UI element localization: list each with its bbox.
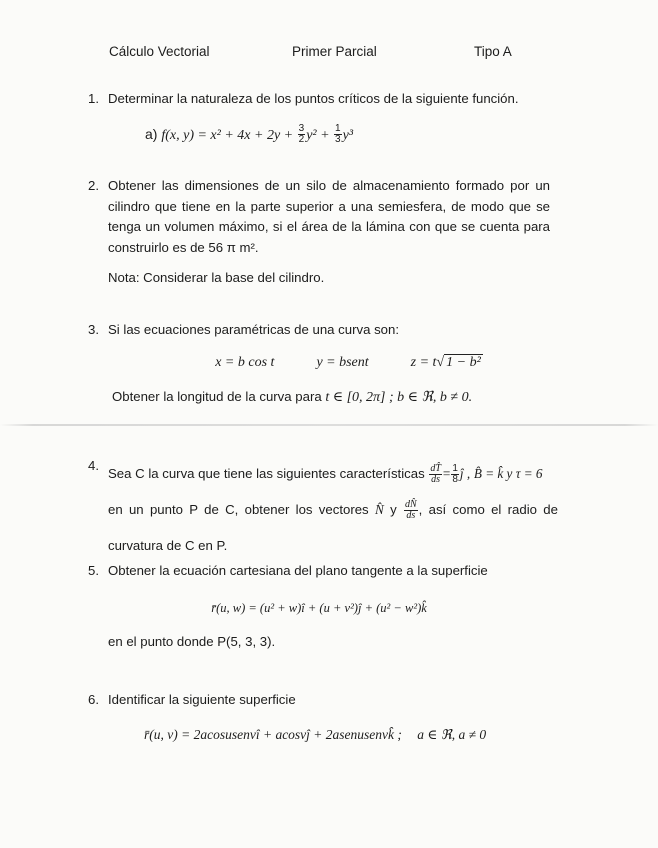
equation-y: y = bsent (316, 354, 369, 370)
question-text-a: Sea C la curva que tiene las siguientes características (108, 466, 425, 481)
fraction (429, 464, 442, 485)
vector-n: N̂ (374, 502, 384, 517)
question-text: Obtener la ecuación cartesiana del plano tangente a la superficie (108, 563, 488, 578)
condition: a ∈ ℜ, a ≠ 0 (417, 726, 487, 742)
question-text: Obtener las dimensiones de un silo de almacenamiento formado por un cilindro que tiene en la parte superior a una semiesfera, de modo que se tenga un volumen máximo, si el área de la lámina con que se cuenta para construirlo es de 56 π m². (108, 178, 550, 255)
fraction-den: 2 (298, 134, 305, 146)
question-1 (88, 89, 550, 146)
fraction-den: 3 (335, 134, 341, 146)
part-label: a) (145, 125, 158, 142)
header-course: Cálculo Vectorial (109, 44, 210, 59)
fraction-den: 8 (452, 474, 458, 486)
question-tail (112, 387, 550, 409)
question-tail-text: Obtener la longitud de la curva para (112, 389, 322, 404)
question-note: Nota: Considerar la base del cilindro. (108, 270, 325, 285)
formula-end: y³ (342, 127, 354, 143)
formula: r̄(u, v) = 2acosusenvî + acosvĵ + 2asenusenvk̂ ; (144, 726, 402, 742)
equation-x: x = b cos t (215, 354, 275, 370)
vector-j: ĵ , (459, 466, 471, 481)
fraction (298, 124, 306, 145)
fraction-num: dT̂ (430, 463, 441, 475)
fraction-num: 3 (298, 123, 305, 135)
question-number: 5. (88, 563, 99, 578)
question-number: 3. (88, 322, 99, 337)
scan-fold-line (0, 424, 658, 426)
fraction (451, 464, 459, 485)
question-2 (88, 176, 550, 289)
question-text: Si las ecuaciones paramétricas de una curva son: (108, 322, 400, 337)
fraction-den: ds (431, 474, 441, 486)
question-number: 1. (88, 91, 99, 106)
fraction-num: dN̂ (404, 499, 417, 511)
fraction-den: ds (406, 510, 416, 522)
surface-formula: r̄(u, w) = (u² + w)î + (u + v²)ĵ + (u² − w²)k̂ (211, 600, 427, 615)
question-text: Identificar la siguiente superficie (108, 692, 296, 707)
equals: = (442, 466, 451, 481)
fraction-num: 1 (452, 463, 458, 475)
fraction (404, 500, 418, 521)
equation-z (411, 353, 483, 374)
question-number: 2. (88, 178, 99, 193)
question-text: Determinar la naturaleza de los puntos críticos de la siguiente función. (108, 91, 519, 106)
radicand: 1 − b² (446, 354, 481, 370)
question-number: 6. (88, 692, 99, 707)
question-4 (88, 456, 558, 564)
surface-formula (144, 725, 558, 746)
formula-row (145, 124, 550, 147)
condition: t ∈ [0, 2π] ; b ∈ ℜ, b ≠ 0. (325, 390, 473, 405)
question-6 (88, 690, 558, 745)
question-text-c: , así como el radio de curvatura de C en P. (108, 502, 558, 553)
parametric-equations (148, 353, 550, 374)
question-3 (88, 320, 550, 409)
binormal-eq: B̂ = k̂ y τ = 6 (473, 466, 543, 481)
question-number: 4. (88, 458, 99, 473)
question-text-b: en un punto P de C, obtener los vectores (108, 502, 369, 517)
formula-mid: y² + (306, 127, 334, 143)
formula-lhs: f(x, y) = x² + 4x + 2y + (161, 127, 297, 143)
fraction (334, 124, 342, 145)
header-type: Tipo A (474, 44, 512, 59)
point-text: en el punto donde P(5, 3, 3). (108, 634, 276, 649)
header-exam: Primer Parcial (292, 44, 377, 59)
question-5 (88, 561, 550, 653)
fraction-num: 1 (335, 123, 341, 135)
question-text (108, 456, 558, 564)
equation-z-prefix: z = t√ (410, 354, 445, 370)
conjunction: y (390, 502, 397, 517)
